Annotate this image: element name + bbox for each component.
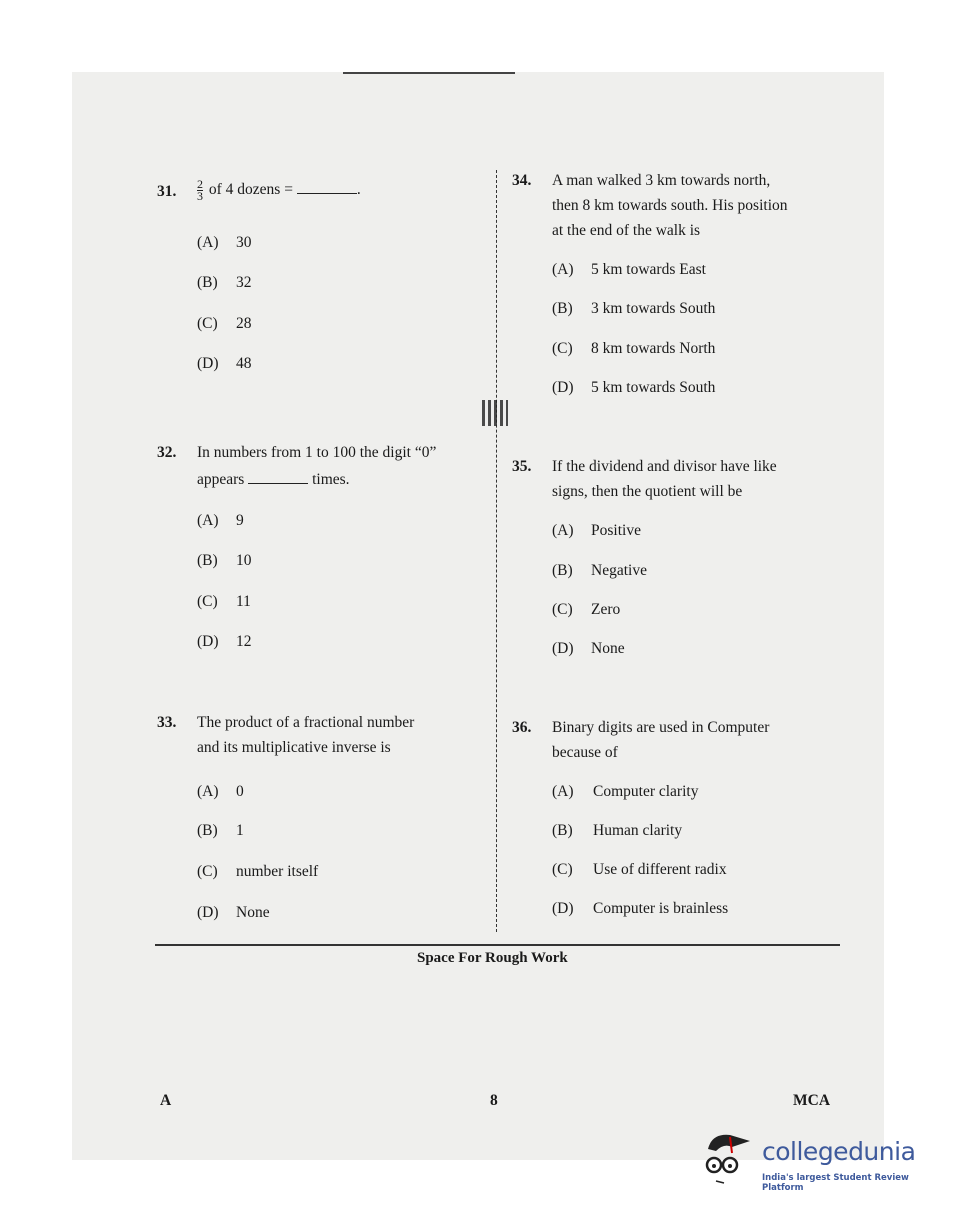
option-value: Computer is brainless <box>593 900 729 917</box>
option-label: (D) <box>197 904 219 921</box>
option-value: Positive <box>591 522 641 539</box>
brand-name: collegedunia <box>762 1137 916 1166</box>
option-label: (C) <box>552 601 573 618</box>
option-value: 9 <box>236 512 244 529</box>
option-value: 48 <box>236 355 252 372</box>
option-value: 3 km towards South <box>591 300 716 317</box>
question-text-line: If the dividend and divisor have like <box>552 458 777 475</box>
text: times. <box>312 471 350 488</box>
question-text-line: In numbers from 1 to 100 the digit “0” <box>197 444 437 461</box>
option-label: (B) <box>197 274 218 291</box>
collegedunia-watermark <box>700 1125 930 1195</box>
option-value: 0 <box>236 783 244 800</box>
question-text-line: signs, then the quotient will be <box>552 483 743 500</box>
option-label: (B) <box>197 822 218 839</box>
option-value: 8 km towards North <box>591 340 716 357</box>
course-label: MCA <box>793 1092 831 1109</box>
rough-work-label: Space For Rough Work <box>417 950 568 966</box>
option-label: (C) <box>552 340 573 357</box>
option-value: None <box>591 640 625 657</box>
option-label: (B) <box>552 562 573 579</box>
option-label: (D) <box>197 355 219 372</box>
question-text-line: A man walked 3 km towards north, <box>552 172 771 189</box>
exam-page <box>72 72 884 1160</box>
option-value: 5 km towards East <box>591 261 706 278</box>
option-value: Use of different radix <box>593 861 727 878</box>
question-number: 32. <box>157 444 177 461</box>
option-label: (A) <box>197 512 219 529</box>
question-text-line: Binary digits are used in Computer <box>552 719 770 736</box>
question-text-line: at the end of the walk is <box>552 222 701 239</box>
option-label: (D) <box>197 633 219 650</box>
option-value: 12 <box>236 633 252 650</box>
numerator: 2 <box>197 176 203 191</box>
question-text-line: then 8 km towards south. His position <box>552 197 788 214</box>
option-label: (B) <box>197 552 218 569</box>
answer-blank <box>248 469 308 484</box>
option-value: Computer clarity <box>593 783 699 800</box>
option-label: (A) <box>552 783 574 800</box>
option-value: Human clarity <box>593 822 683 839</box>
option-label: (A) <box>552 261 574 278</box>
option-label: (C) <box>197 593 218 610</box>
question-text-line: The product of a fractional number <box>197 714 415 731</box>
denominator: 3 <box>197 188 203 203</box>
option-value: 10 <box>236 552 252 569</box>
option-value: 11 <box>236 593 251 610</box>
top-rule <box>343 72 515 74</box>
option-label: (B) <box>552 300 573 317</box>
option-value: number itself <box>236 863 319 880</box>
answer-blank <box>297 179 357 194</box>
option-value: None <box>236 904 270 921</box>
question-number: 34. <box>512 172 532 189</box>
option-label: (A) <box>197 234 219 251</box>
fraction <box>197 176 203 203</box>
option-label: (D) <box>552 900 574 917</box>
question-text-line: because of <box>552 744 618 761</box>
option-label: (A) <box>197 783 219 800</box>
option-label: (B) <box>552 822 573 839</box>
qr-code-icon <box>482 400 508 426</box>
question-number: 31. <box>157 183 177 200</box>
question-text-line <box>197 468 350 492</box>
question-number: 35. <box>512 458 532 475</box>
trail: . <box>356 181 361 198</box>
question-text-body: of 4 dozens = <box>208 181 293 198</box>
student-mascot-icon <box>702 1127 752 1187</box>
question-number: 36. <box>512 719 532 736</box>
option-value: Negative <box>591 562 647 579</box>
option-label: (D) <box>552 640 574 657</box>
option-value: 1 <box>236 822 244 839</box>
option-value: 30 <box>236 234 252 251</box>
page-number: 8 <box>490 1092 498 1109</box>
option-value: Zero <box>591 601 621 618</box>
set-label: A <box>160 1092 172 1109</box>
option-value: 28 <box>236 315 252 332</box>
option-value: 5 km towards South <box>591 379 716 396</box>
option-label: (A) <box>552 522 574 539</box>
brand-tagline: India's largest Student Review Platform <box>762 1173 909 1193</box>
option-label: (C) <box>197 863 218 880</box>
option-label: (C) <box>552 861 573 878</box>
column-divider <box>496 170 497 932</box>
question-number: 33. <box>157 714 177 731</box>
question-text <box>197 178 361 202</box>
text: appears <box>197 471 245 488</box>
question-text-line: and its multiplicative inverse is <box>197 739 391 756</box>
option-value: 32 <box>236 274 252 291</box>
option-label: (D) <box>552 379 574 396</box>
option-label: (C) <box>197 315 218 332</box>
